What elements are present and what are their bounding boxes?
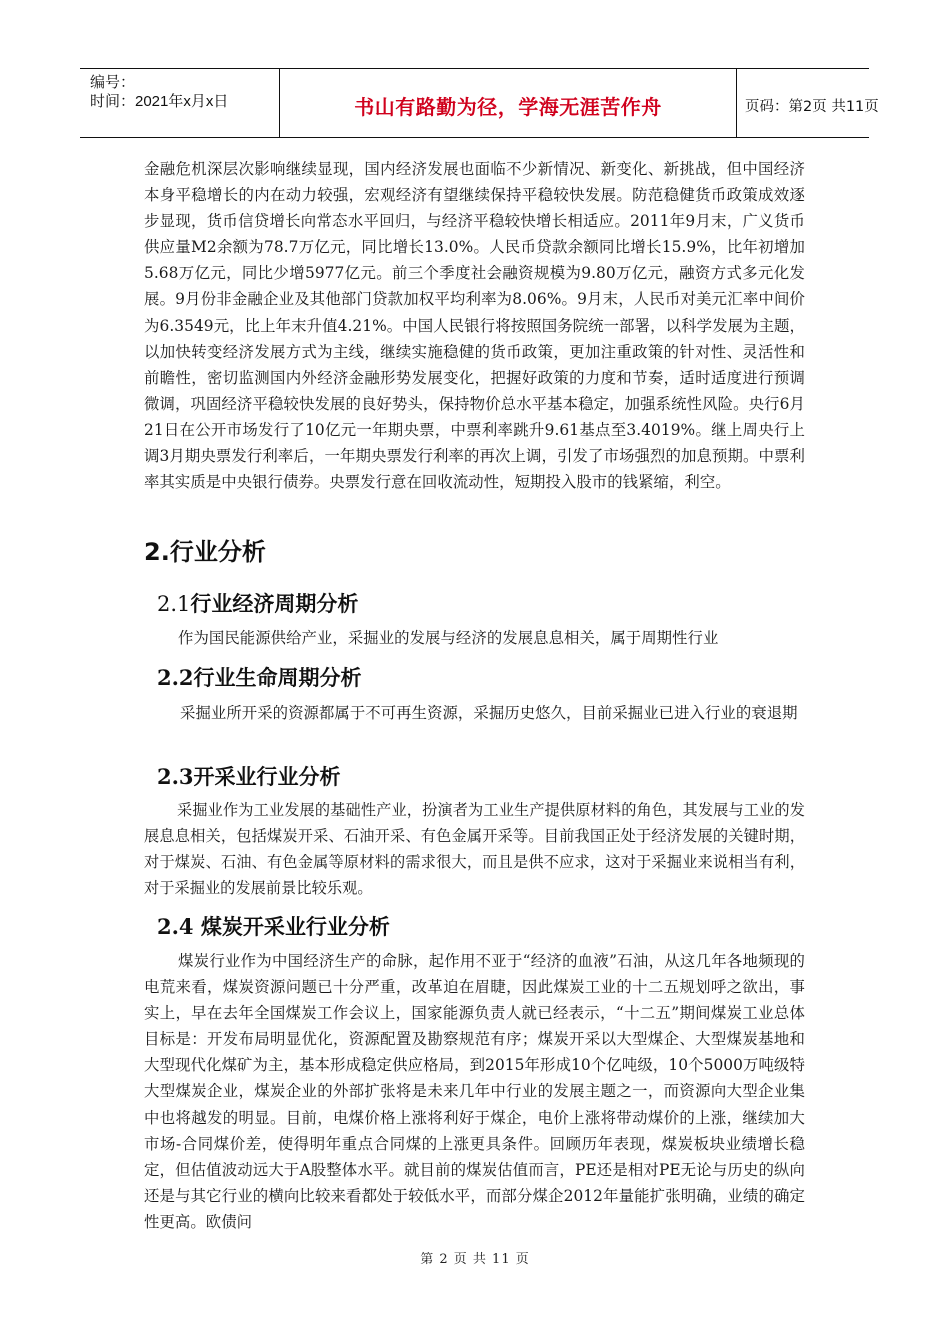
paragraph-2-1: 作为国民能源供给产业，采掘业的发展与经济的发展息息相关，属于周期性行业	[178, 629, 719, 647]
page-header	[80, 68, 879, 138]
page-footer: 第 2 页 共 11 页	[420, 1252, 530, 1267]
header-motto: 书山有路勤为径，学海无涯苦作舟	[354, 95, 662, 119]
paragraph-2-4: 煤炭行业作为中国经济生产的命脉，起作用不亚于“经济的血液”石油，从这几年各地频现的电荒来看，煤炭资源问题已十分严重，改革迫在眉睫，因此煤炭工业的十二五规划呼之欲出，事实上，早在去年全国煤炭工作会议上，国家能源负责人就已经表示，“十二五”期间煤炭工业总体目标是：开发布局明显优化，资源配置及勘察规范有序；煤炭开采以大型煤企、大型煤炭基地和大型现代化煤矿为主，基本形成稳定供应格局，到2015年形成10个亿吨级，10个5000万吨级特大型煤炭企业，煤炭企业的外部扩张将是未来几年中行业的发展主题之一，而资源向大型企业集中也将越发的明显。目前，电煤价格上涨将利好于煤企，电价上涨将带动煤价的上涨，继续加大市场-合同煤价差，使得明年重点合同煤的上涨更具条件。回顾历年表现，煤炭板块业绩增长稳定，但估值波动远大于A股整体水平。就目前的煤炭估值而言，PE还是相对PE无论与历史的纵向还是与其它行业的横向比较来看都处于较低水平，而部分煤企2012年量能扩张明确，业绩的确定性更高。欧债问	[144, 952, 805, 1231]
document-number-label: 编号：	[90, 74, 136, 91]
subsection-number: 2.1	[157, 592, 191, 616]
subsection-title: 开采业行业分析	[193, 765, 341, 789]
intro-paragraph: 金融危机深层次影响继续显现，国内经济发展也面临不少新情况、新变化、新挑战，但中国经济本身平稳增长的内在动力较强，宏观经济有望继续保持平稳较快发展。防范稳健货币政策成效逐步显现，货币信贷增长向常态水平回归，与经济平稳较快增长相适应。2011年9月末，广义货币供应量M2余额为78.7万亿元，同比增长13.0%。人民币贷款余额同比增长15.9%，比年初增加5.68万亿元，同比少增5977亿元。前三个季度社会融资规模为9.80万亿元，融资方式多元化发展。9月份非金融企业及其他部门贷款加权平均利率为8.06%。9月末，人民币对美元汇率中间价为6.3549元，比上年末升值4.21%。中国人民银行将按照国务院统一部署，以科学发展为主题，以加快转变经济发展方式为主线，继续实施稳健的货币政策，更加注重政策的针对性、灵活性和前瞻性，密切监测国内外经济金融形势发展变化，把握好政策的力度和节奏，适时适度进行预调微调，巩固经济平稳较快发展的良好势头，保持物价总水平基本稳定，加强系统性风险。央行6月21日在公开市场发行了10亿元一年期央票，中票利率跳升9.61基点至3.4019%。继上周央行上调3月期央票发行利率后，一年期央票发行利率的再次上调，引发了市场强烈的加息预期。中票利率其实质是中央银行债券。央票发行意在回收流动性，短期投入股市的钱紧缩，利空。	[144, 160, 805, 492]
subsection-number: 2.2	[157, 665, 194, 690]
subsection-title: 行业生命周期分析	[193, 666, 362, 690]
subsection-number: 2.3	[157, 764, 194, 789]
header-page-number: 页码：第2页 共11页	[745, 99, 879, 115]
subsection-title: 行业经济周期分析	[190, 592, 359, 616]
paragraph-2-3: 采掘业作为工业发展的基础性产业，扮演者为工业生产提供原材料的角色，其发展与工业的发展息息相关，包括煤炭开采、石油开采、有色金属开采等。目前我国正处于经济发展的关键时期，对于煤炭、石油、有色金属等原材料的需求很大，而且是供不应求，这对于采掘业来说相当有利，对于采掘业的发展前景比较乐观。	[144, 801, 805, 898]
header-motto-cell	[280, 69, 737, 137]
header-meta-cell	[80, 69, 280, 137]
subsection-title: 煤炭开采业行业分析	[193, 915, 390, 939]
section-heading-industry-analysis: 2.行业分析	[144, 538, 266, 566]
subsection-heading-2-4	[157, 911, 390, 941]
document-time-label: 时间：2021年x月x日	[90, 93, 229, 110]
subsection-heading-2-3	[157, 761, 341, 791]
subsection-number: 2.4	[157, 914, 194, 939]
header-page-cell	[737, 69, 879, 137]
subsection-heading-2-2	[157, 662, 362, 692]
paragraph-2-2: 采掘业所开采的资源都属于不可再生资源，采掘历史悠久，目前采掘业已进入行业的衰退期	[180, 704, 798, 722]
subsection-heading-2-1	[157, 588, 358, 618]
